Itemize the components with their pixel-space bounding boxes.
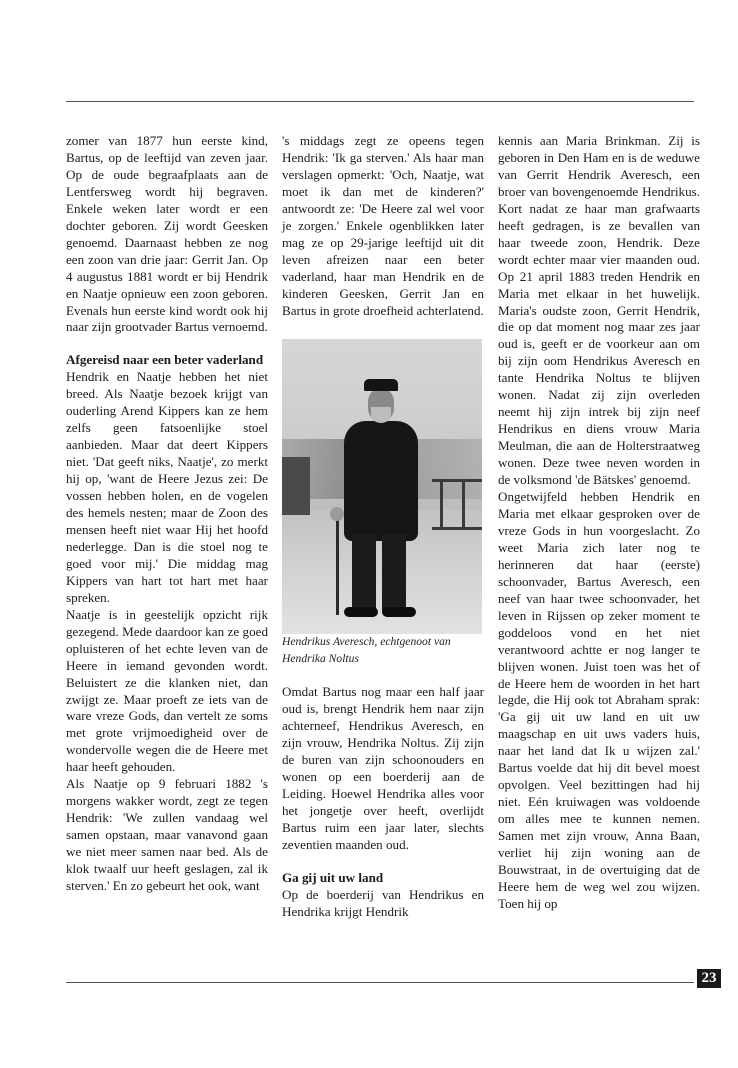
portrait-photo — [282, 339, 482, 634]
paragraph: Op de boerderij van Hendrikus en Hendrika krijgt Hendrik — [282, 886, 484, 919]
paragraph: Omdat Bartus nog maar een half jaar oud is, brengt Hendrik hem naar zijn achterneef, Hendrikus Averesch, en zijn vrouw, Hendrika Noltus. Zij zijn de buren van zijn schoonouders en wonen op een boerderij aan de Leiding. Hoewel Hendrika alles voor het jongetje over heeft, overlijdt Bartus ruim een jaar later, slechts zeventien maanden oud. — [282, 684, 484, 853]
paragraph: kennis aan Maria Brinkman. Zij is geboren in Den Ham en is de weduwe van Gerrit Hendrik Averesch, een broer van bovengenoemde Hendrikus. Kort nadat ze haar man grafwaarts heeft gedragen, is ze bevallen van haar tweede zoon, Hendrik. Deze wordt echter maar vier maanden oud. Op 21 april 1883 treden Hendrik en Maria met elkaar in het huwelijk. Maria's oudste zoon, Gerrit Hendrik, die op dat moment nog maar zes jaar oud is, geeft er de voorkeur aan om bij zijn oom Hendrikus Averesch en tante Hendrika Noltus te blijven wonen. Nadat zij zijn overleden neemt hij zijn intrek bij zijn neef Hendrikus en diens vrouw Maria Meulman, die aan de Holterstraatweg wonen. Deze twee neven worden in de volksmond 'de Bätskes' genoemd. — [498, 133, 700, 488]
page-number: 23 — [697, 969, 721, 988]
paragraph: zomer van 1877 hun eerste kind, Bartus, op de leeftijd van zeven jaar. Op de oude begraafplaats aan de Lentfersweg wordt hij begraven. Enkele weken later wordt er een dochter geboren. Zij wordt Geesken genoemd. Daarnaast hebben ze nog een zoon van drie jaar: Gerrit Jan. Op 4 augustus 1881 wordt er bij Hendrik en Naatje opnieuw een zoon geboren. Evenals hun eerste kind wordt ook hij naar zijn grootvader Bartus vernoemd. — [66, 133, 268, 335]
section-heading: Afgereisd naar een beter vaderland — [66, 352, 264, 368]
photo-caption: Hendrikus Averesch, echtgenoot van Hendrika Noltus — [282, 635, 451, 665]
section-heading: Ga gij uit uw land — [282, 870, 384, 886]
paragraph: Als Naatje op 9 februari 1882 's morgens wakker wordt, zegt ze tegen Hendrik: 'We zullen vandaag wel samen opstaan, maar vanavond gaan we niet meer samen naar bed. Als de klok twaalf uur heeft geslagen, zal ik sterven.' En zo gebeurt het ook, want — [66, 776, 268, 893]
bottom-rule — [66, 982, 694, 983]
paragraph: Naatje is in geestelijk opzicht rijk gezegend. Mede daardoor kan ze goed opluisteren of het echte leven van de Heere in iemand gevonden wordt. Beluistert ze die klanken niet, dan zwijgt ze. Maar proeft ze iets van de ware vreze Gods, dan vertelt ze soms met grote vrijmoedigheid over de wondervolle wegen die de Heere met haar heeft gehouden. — [66, 606, 268, 775]
paragraph: Hendrik en Naatje hebben het niet breed. Als Naatje bezoek krijgt van ouderling Arend Kippers kan ze hem zelfs geen fatsoenlijke stoel aanbieden. Maar dat deert Kippers niet. 'Dat geeft niks, Naatje', zo merkt hij op, 'want de Heere Jezus zei: De vossen hebben holen, en de vogelen des hemels nesten; maar de Zoon des mensen heeft niet waar Hij het hoofd nederlegge. Dan is die stoel nog te goed voor mij.' Die middag mag Kippers van hart tot hart met haar spreken. — [66, 369, 268, 605]
paragraph: Ongetwijfeld hebben Hendrik en Maria met elkaar gesproken over de vreze Gods in hun voorgeslacht. Zo weet Maria zich later nog te herinneren dat haar (eerste) schoonvader, Bartus Averesch, een neef van haar twee schoonvader, het leven in Rijssen op zeker moment te goddeloos vond en het niet verantwoord achtte er nog langer te blijven wonen. Juist toen was het of de Heere hem de woorden in het hart legde, die Hij ook tot Abraham sprak: 'Ga gij uit uw land en uit uw maagschap en uit uws vaders huis, naar het land dat Ik u wijzen zal.' Bartus voelde dat hij dit bevel moest opvolgen. Veel bezittingen had hij niet. Eén kruiwagen was voldoende om alles mee te kunnen nemen. Samen met zijn vrouw, Anna Baan, verliet hij zijn woning aan de Bouwstraat, in de overtuiging dat de Heere hem de weg wel zou wijzen. Toen hij op — [498, 489, 700, 911]
paragraph: 's middags zegt ze opeens tegen Hendrik: 'Ik ga sterven.' Als haar man verslagen opmerkt: 'Och, Naatje, wat moet ik dan met de kinderen?' antwoordt ze: 'De Heere zal wel voor je zorgen.' Enkele ogenblikken later mag ze op 29-jarige leeftijd uit dit leven afreizen naar een beter vaderland, haar man Hendrik en de kinderen Geesken, Gerrit Jan en Bartus in grote droefheid achterlatend. — [282, 133, 484, 318]
column-2 — [282, 133, 484, 921]
top-rule — [66, 101, 694, 102]
column-3 — [498, 133, 700, 913]
column-1 — [66, 133, 268, 895]
